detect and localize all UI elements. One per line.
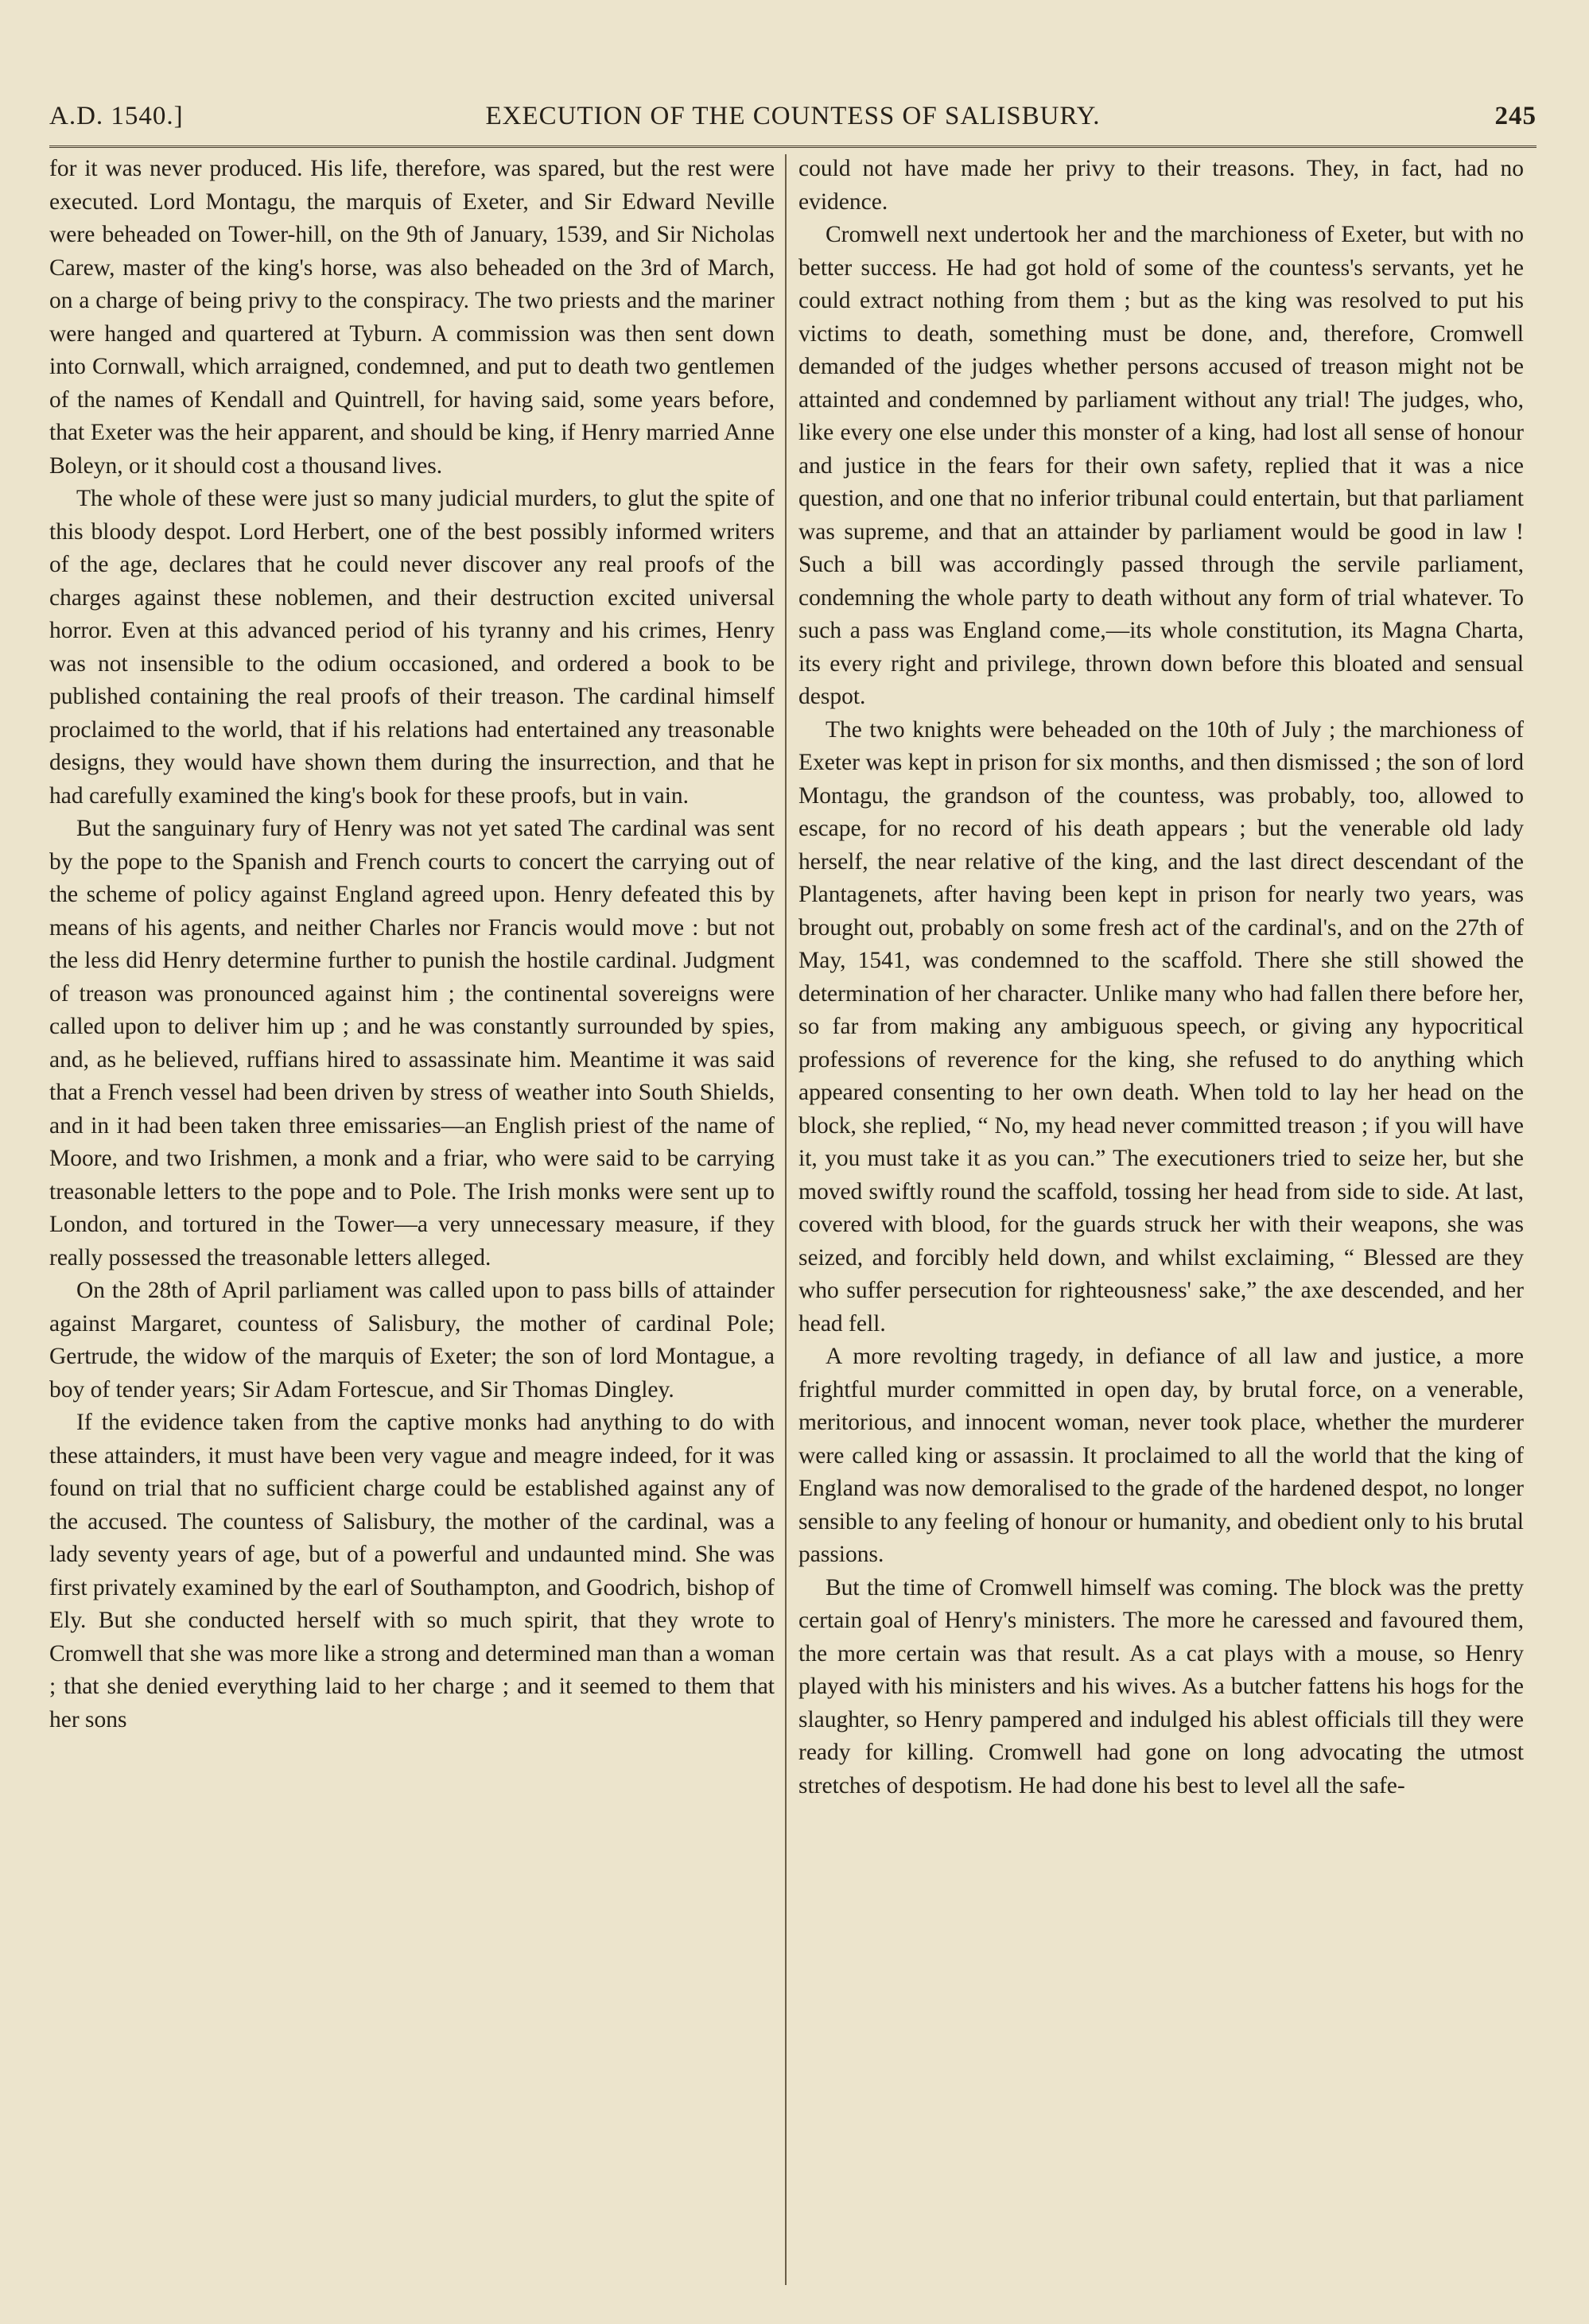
paragraph: But the sanguinary fury of Henry was not yet sated The cardinal was sent by the pope to the Spanish and French courts to concert the carrying out of the scheme of policy against England agreed upon. Henry defeated this by means of his agents, and neither Charles nor Francis would move : but not the less did Henry determine further to punish the hostile cardinal. Judgment of treason was pronounced against him ; the continental sovereigns were called upon to deliver him up ; and he was constantly surrounded by spies, and, as he believed, ruffians hired to assassinate him. Meantime it was said that a French vessel had been driven by stress of weather into South Shields, and in it had been taken three emissaries—an English priest of the name of Moore, and two Irishmen, a monk and a friar, who were said to be carrying treasonable letters to the pope and to Pole. The Irish monks were sent up to London, and tortured in the Tower—a very unnecessary measure, if they really possessed the treasonable letters alleged. bbox=[49, 816, 775, 1271]
paragraph: could not have made her privy to their treasons. They, in fact, had no evidence. bbox=[798, 156, 1524, 215]
paragraph: If the evidence taken from the captive monks had anything to do with these attainders, it must have been very vague and meagre indeed, for it was found on trial that no sufficient charge could be established against any of the accused. The countess of Salisbury, the mother of the cardinal, was a lady seventy years of age, but of a powerful and undaunted mind. She was first privately examined by the earl of Southampton, and Goodrich, bishop of Ely. But she conducted herself with so much spirit, that they wrote to Cromwell that she was more like a strong and determined man than a woman ; that she denied everything laid to her charge ; and it seemed to them that her sons bbox=[49, 1410, 775, 1732]
page-number: 245 bbox=[1494, 102, 1537, 130]
header-date: A.D. 1540.] bbox=[49, 102, 184, 130]
right-column bbox=[798, 153, 1524, 1802]
column-divider bbox=[785, 154, 787, 2285]
header-title: EXECUTION OF THE COUNTESS OF SALISBURY. bbox=[485, 102, 1101, 130]
paragraph: Cromwell next undertook her and the marchioness of Exeter, but with no better success. He had got hold of some of the countess's servants, yet he could extract nothing from them ; but as the king was resolved to put his victims to death, something must be done, and, therefore, Cromwell demanded of the judges whether persons accused of treason might not be attainted and condemned by parliament without any trial! The judges, who, like every one else under this monster of a king, had lost all sense of honour and justice in the fears for their own safety, replied that it was a nice question, and one that no inferior tribunal could entertain, but that parliament was supreme, and that an attainder by parliament would be good in law ! Such a bill was accordingly passed through the servile parliament, condemning the whole party to death without any form of trial whatever. To such a pass was England come,—its whole constitution, its Magna Charta, its every right and privilege, thrown down before this bloated and sensual despot. bbox=[798, 222, 1524, 709]
paragraph: On the 28th of April parliament was called upon to pass bills of attainder against Margaret, countess of Salisbury, the mother of cardinal Pole; Gertrude, the widow of the marquis of Exeter; the son of lord Montague, a boy of tender years; Sir Adam Fortescue, and Sir Thomas Dingley. bbox=[49, 1278, 775, 1403]
paragraph: for it was never produced. His life, therefore, was spared, but the rest were executed. Lord Montagu, the marquis of Exeter, and Sir Edward Neville were beheaded on Tower-hill, on the 9th of January, 1539, and Sir Nicholas Carew, master of the king's horse, was also beheaded on the 3rd of March, on a charge of being privy to the conspiracy. The two priests and the mariner were hanged and quartered at Tyburn. A commission was then sent down into Cornwall, which arraigned, condemned, and put to death two gentlemen of the names of Kendall and Quintrell, for having said, some years before, that Exeter was the heir apparent, and should be king, if Henry married Anne Boleyn, or it should cost a thousand lives. bbox=[49, 156, 775, 479]
paragraph: But the time of Cromwell himself was coming. The block was the pretty certain goal of Henry's ministers. The more he caressed and favoured them, the more certain was that result. As a cat plays with a mouse, so Henry played with his ministers and his wives. As a butcher fattens his hogs for the slaughter, so Henry pampered and indulged his ablest officials till they were ready for killing. Cromwell had gone on long advocating the utmost stretches of despotism. He had done his best to level all the safe- bbox=[798, 1574, 1524, 1798]
header-rule bbox=[49, 145, 1537, 148]
paragraph: The whole of these were just so many judicial murders, to glut the spite of this bloody despot. Lord Herbert, one of the best possibly informed writers of the age, declares that he could never discover any real proofs of the charges against these noblemen, and their destruction excited universal horror. Even at this advanced period of his tyranny and his crimes, Henry was not insensible to the odium occasioned, and ordered a book to be published containing the real proofs of their treason. The cardinal himself proclaimed to the world, that if his relations had entertained any treasonable designs, they would have shown them during the insurrection, and that he had carefully examined the king's book for these proofs, but in vain. bbox=[49, 486, 775, 809]
running-header bbox=[49, 102, 1537, 142]
paragraph: A more revolting tragedy, in defiance of all law and justice, a more frightful murder committed in open day, by brutal force, on a venerable, meritorious, and innocent woman, never took place, whether the murderer were called king or assassin. It proclaimed to all the world that the king of England was now demoralised to the grade of the hardened despot, no longer sensible to any feeling of honour or humanity, and obedient only to his brutal passions. bbox=[798, 1344, 1524, 1567]
left-column bbox=[49, 153, 775, 1736]
paragraph: The two knights were beheaded on the 10th of July ; the marchioness of Exeter was kept in prison for six months, and then dismissed ; the son of lord Montagu, the grandson of the countess, was probably, too, allowed to escape, for no record of his death appears ; but the venerable old lady herself, the near relative of the king, and the last direct descendant of the Plantagenets, after having been kept in prison for nearly two years, was brought out, probably on some fresh act of the cardinal's, and on the 27th of May, 1541, was condemned to the scaffold. There she still showed the determination of her character. Unlike many who had fallen there before her, so far from making any ambiguous speech, or giving any hypocritical professions of reverence for the king, she refused to do anything which appeared consenting to her own death. When told to lay her head on the block, she replied, “ No, my head never committed treason ; if you will have it, you must take it as you can.” The executioners tried to seize her, but she moved swiftly round the scaffold, tossing her head from side to side. At last, covered with blood, for the guards struck her with their weapons, she was seized, and forcibly held down, and whilst exclaiming, “ Blessed are they who suffer persecution for righteousness' sake,” the axe descended, and her head fell. bbox=[798, 716, 1524, 1337]
